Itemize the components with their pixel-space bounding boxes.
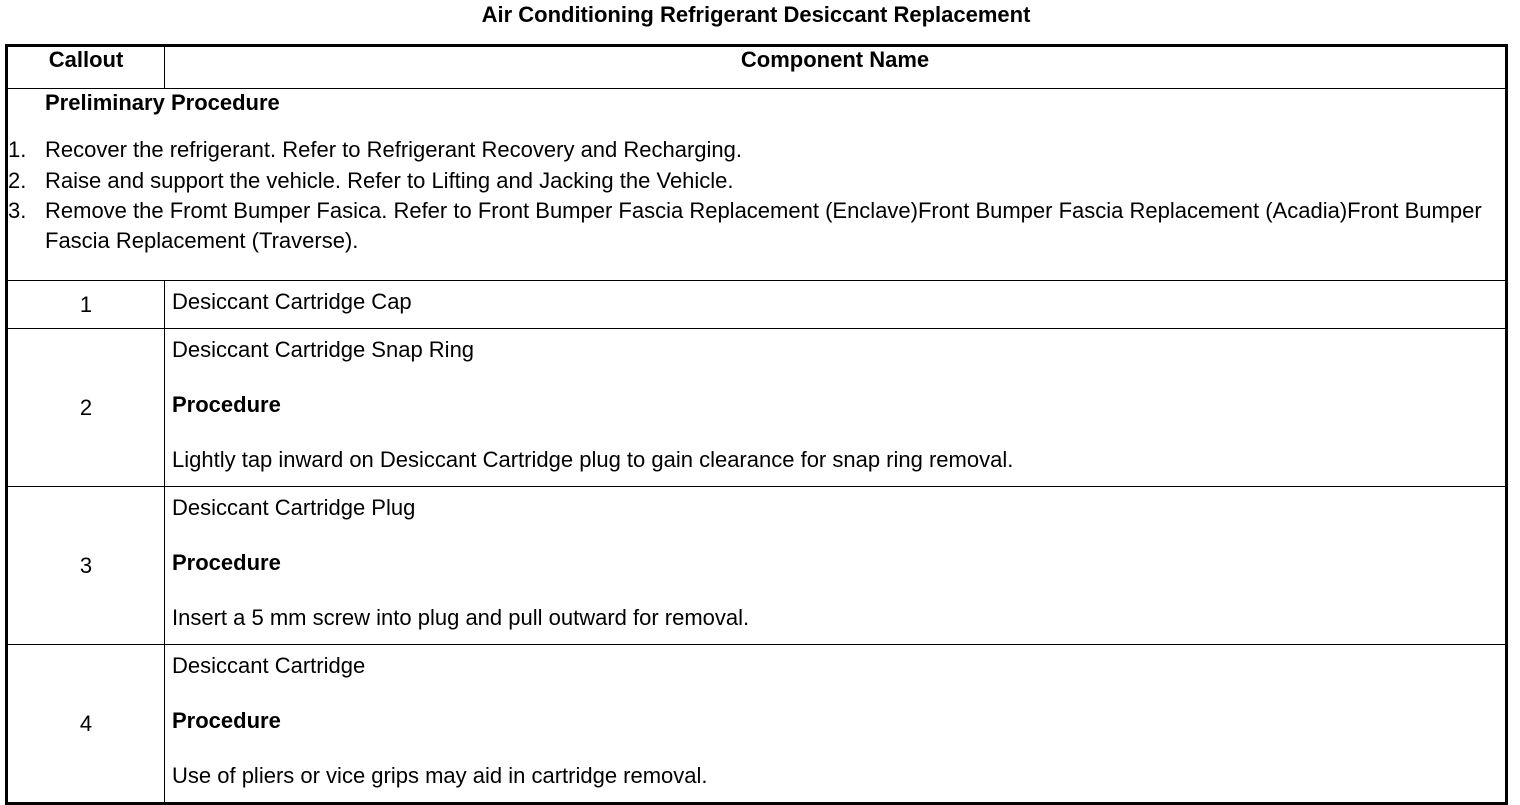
preliminary-procedure-row <box>7 89 1507 281</box>
preliminary-procedure-cell <box>7 89 1507 281</box>
procedure-text: Use of pliers or vice grips may aid in cartridge removal. <box>172 763 708 788</box>
component-cell <box>165 329 1507 487</box>
preliminary-step <box>8 165 1505 196</box>
table-row <box>7 487 1507 645</box>
preliminary-step <box>8 196 1505 256</box>
component-name: Desiccant Cartridge Plug <box>172 495 416 520</box>
table-row <box>7 645 1507 804</box>
component-cell <box>165 645 1507 804</box>
step-number: 2. <box>8 168 27 193</box>
callout-cell: 1 <box>7 281 165 329</box>
step-text: Recover the refrigerant. Refer to Refrigerant Recovery and Recharging. <box>45 137 743 162</box>
column-header-component-name: Component Name <box>165 46 1507 89</box>
column-header-callout: Callout <box>7 46 165 89</box>
procedure-label: Procedure <box>172 708 281 733</box>
table-row <box>7 281 1507 329</box>
callout-cell: 2 <box>7 329 165 487</box>
preliminary-step <box>8 134 1505 165</box>
component-cell <box>165 487 1507 645</box>
procedure-text: Insert a 5 mm screw into plug and pull outward for removal. <box>172 605 750 630</box>
procedure-label: Procedure <box>172 550 281 575</box>
component-name: Desiccant Cartridge <box>172 653 366 678</box>
callout-cell: 4 <box>7 645 165 804</box>
table-header-row <box>7 46 1507 89</box>
component-name: Desiccant Cartridge Cap <box>172 289 412 314</box>
procedure-label: Procedure <box>172 392 281 417</box>
table-row <box>7 329 1507 487</box>
procedure-text: Lightly tap inward on Desiccant Cartridge plug to gain clearance for snap ring removal. <box>172 447 1014 472</box>
preliminary-steps-list <box>8 134 1505 256</box>
step-number: 3. <box>8 198 27 223</box>
component-cell <box>165 281 1507 329</box>
callout-cell: 3 <box>7 487 165 645</box>
preliminary-procedure-heading: Preliminary Procedure <box>45 90 280 115</box>
step-text: Remove the Fromt Bumper Fasica. Refer to Front Bumper Fascia Replacement (Enclave)Front Bumper Fascia Replacement (Acadia)Front Bumper Fascia Replacement (Traverse). <box>45 198 1482 253</box>
step-text: Raise and support the vehicle. Refer to Lifting and Jacking the Vehicle. <box>45 168 734 193</box>
component-table <box>5 44 1508 805</box>
component-name: Desiccant Cartridge Snap Ring <box>172 337 475 362</box>
page-title: Air Conditioning Refrigerant Desiccant Replacement <box>481 2 1031 27</box>
step-number: 1. <box>8 137 27 162</box>
